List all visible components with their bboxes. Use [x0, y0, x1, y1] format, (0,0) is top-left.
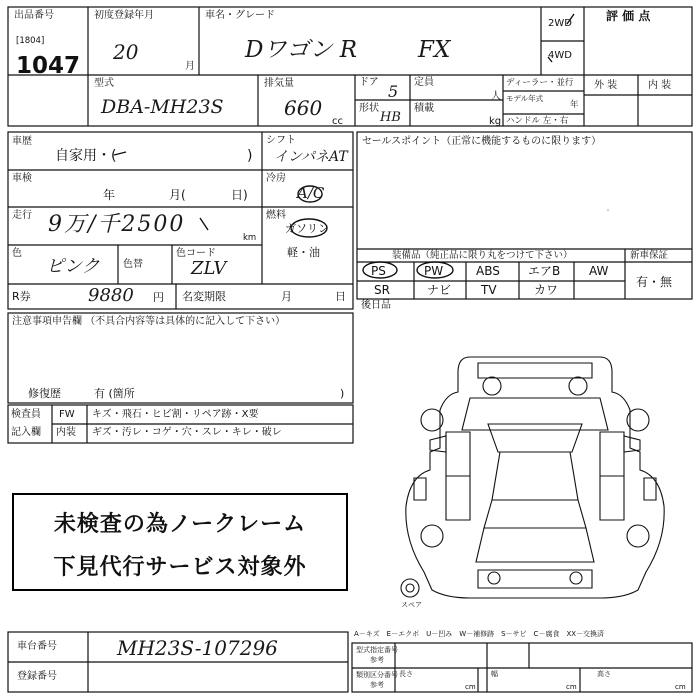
model-year-unit: 年 [570, 100, 579, 110]
class-label: 類別区分番号 [356, 671, 398, 679]
inspector-label-1: 検査員 [11, 409, 41, 420]
cert-label: 型式指定番号 [356, 646, 398, 654]
cert-ref: 参考 [370, 656, 384, 664]
equip-ps: PS [371, 264, 386, 278]
exterior-label: 外 装 [594, 80, 618, 91]
new-car-value: 有・無 [636, 275, 673, 289]
shape-value: HB [380, 110, 401, 125]
equip-leather: カワ [534, 283, 559, 297]
equip-airbag: エアB [528, 264, 561, 278]
fuel-gas: ガソリン [285, 222, 329, 235]
ac-value: A/C [297, 184, 325, 202]
repair-close: ) [340, 387, 345, 400]
inspection-day-unit: 日) [231, 188, 248, 202]
equip-tv: TV [481, 283, 497, 297]
sales-label: セールスポイント（正常に機能するものに限ります） [362, 136, 602, 147]
fw-text: キズ・飛石・ヒビ割・リペア跡・X要 [92, 409, 259, 420]
mileage-value: 9万/千2500 [48, 212, 186, 237]
name-change-month: 月 [281, 290, 292, 303]
drive-4wd: 4WD [548, 50, 572, 61]
history-close: ) [247, 148, 253, 164]
lot-number: 1047 [16, 53, 81, 79]
repair-label: 修復歴 [28, 387, 61, 400]
inspection-month-unit: 月( [169, 188, 186, 202]
displacement-label: 排気量 [264, 78, 294, 89]
class-ref: 参考 [370, 681, 384, 689]
car-name: Dワゴン R [245, 37, 358, 63]
length-cm: cm [465, 683, 476, 691]
stamp-line-2: 下見代行サービス対象外 [53, 555, 307, 580]
history-value: 自家用・( [55, 148, 117, 164]
equip-aw: AW [589, 264, 609, 278]
width-cm: cm [566, 683, 577, 691]
reg-label: 登録番号 [17, 671, 57, 682]
shift-label: シフト [266, 135, 296, 146]
name-change-label: 名変期限 [182, 290, 226, 303]
displacement-value: 660 [284, 96, 323, 120]
inspection-year-unit: 年 [103, 188, 116, 202]
interior-label: 内 装 [648, 80, 672, 91]
capacity-label: 定員 [414, 77, 434, 88]
dealer-label: ディーラー・並行 [506, 78, 574, 88]
int-label: 内装 [56, 427, 76, 438]
name-grade-label: 車名・グレード [205, 10, 275, 21]
handle-label: ハンドル 左・右 [506, 116, 569, 126]
height-cm: cm [675, 683, 686, 691]
load-unit: kg [489, 116, 502, 127]
int-text: ギズ・汚レ・コゲ・穴・スレ・キレ・破レ [92, 427, 282, 438]
no-claim-stamp [12, 493, 348, 591]
shape-label: 形状 [359, 103, 379, 114]
chassis-label: 車台番号 [17, 641, 57, 652]
ac-label: 冷房 [266, 173, 286, 184]
first-reg-month-unit: 月 [185, 61, 195, 72]
model-label: 型式 [94, 78, 114, 89]
inspection-label: 車検 [12, 173, 32, 184]
new-car-label: 新車保証 [630, 250, 669, 261]
mileage-label: 走行 [12, 210, 32, 221]
history-label: 車歴 [12, 136, 32, 147]
first-reg-year: 20 [113, 40, 139, 64]
color-label: 色 [12, 248, 22, 259]
score-label: 評 価 点 [606, 9, 651, 23]
after-label: 後日品 [361, 300, 391, 311]
color-code-value: ZLV [191, 258, 227, 279]
length-label: 長さ [399, 670, 413, 678]
first-reg-label: 初度登録年月 [94, 10, 154, 21]
notes-title: 注意事項申告欄 （不具合内容等は具体的に記入して下さい） [12, 316, 286, 327]
drive-2wd: 2WD [548, 18, 572, 29]
fw-label: FW [59, 409, 75, 420]
equip-pw: PW [424, 264, 444, 278]
color-code-label: 色コード [176, 248, 216, 259]
equipment-title: 装備品（純正品に限り丸をつけて下さい） [392, 250, 573, 261]
repair-value: 有 (箇所 [94, 387, 135, 400]
model-year-label: モデル年式 [506, 94, 544, 103]
fuel-diesel: 軽・油 [287, 246, 320, 259]
stamp-line-1: 未検査の為ノークレーム [53, 512, 307, 537]
repaint-label: 色替 [123, 259, 143, 270]
doors-value: 5 [388, 82, 399, 101]
equip-navi: ナビ [427, 283, 452, 297]
damage-legend: A－キズ E－エクボ U－凹み W－補修跡 S－サビ C－腐食 XX－交換済 [354, 630, 605, 638]
load-label: 積載 [414, 103, 434, 114]
equip-abs: ABS [476, 264, 500, 278]
recycle-label: R券 [12, 290, 31, 303]
lot-sub: [1804] [16, 36, 45, 46]
mileage-unit: km [243, 233, 257, 243]
car-diagram [401, 357, 664, 598]
displacement-unit: cc [332, 116, 343, 127]
equip-sr: SR [374, 283, 390, 297]
recycle-value: 9880 [88, 285, 134, 306]
lot-label: 出品番号 [14, 10, 54, 21]
spare-label: スペア [401, 601, 422, 609]
model-value: DBA-MH23S [101, 96, 224, 118]
inspector-label-2: 記入欄 [11, 427, 41, 438]
doors-label: ドア [359, 77, 379, 88]
chassis-value: MH23S-107296 [117, 636, 278, 660]
height-label: 高さ [597, 670, 611, 678]
fuel-label: 燃料 [266, 210, 286, 221]
shift-value: インパネAT [274, 149, 348, 165]
name-change-day: 日 [335, 290, 346, 303]
color-value: ピンク [46, 256, 100, 277]
width-label: 幅 [491, 670, 498, 678]
grade: FX [418, 37, 451, 63]
capacity-unit: 人 [491, 91, 501, 102]
recycle-unit: 円 [153, 291, 164, 304]
